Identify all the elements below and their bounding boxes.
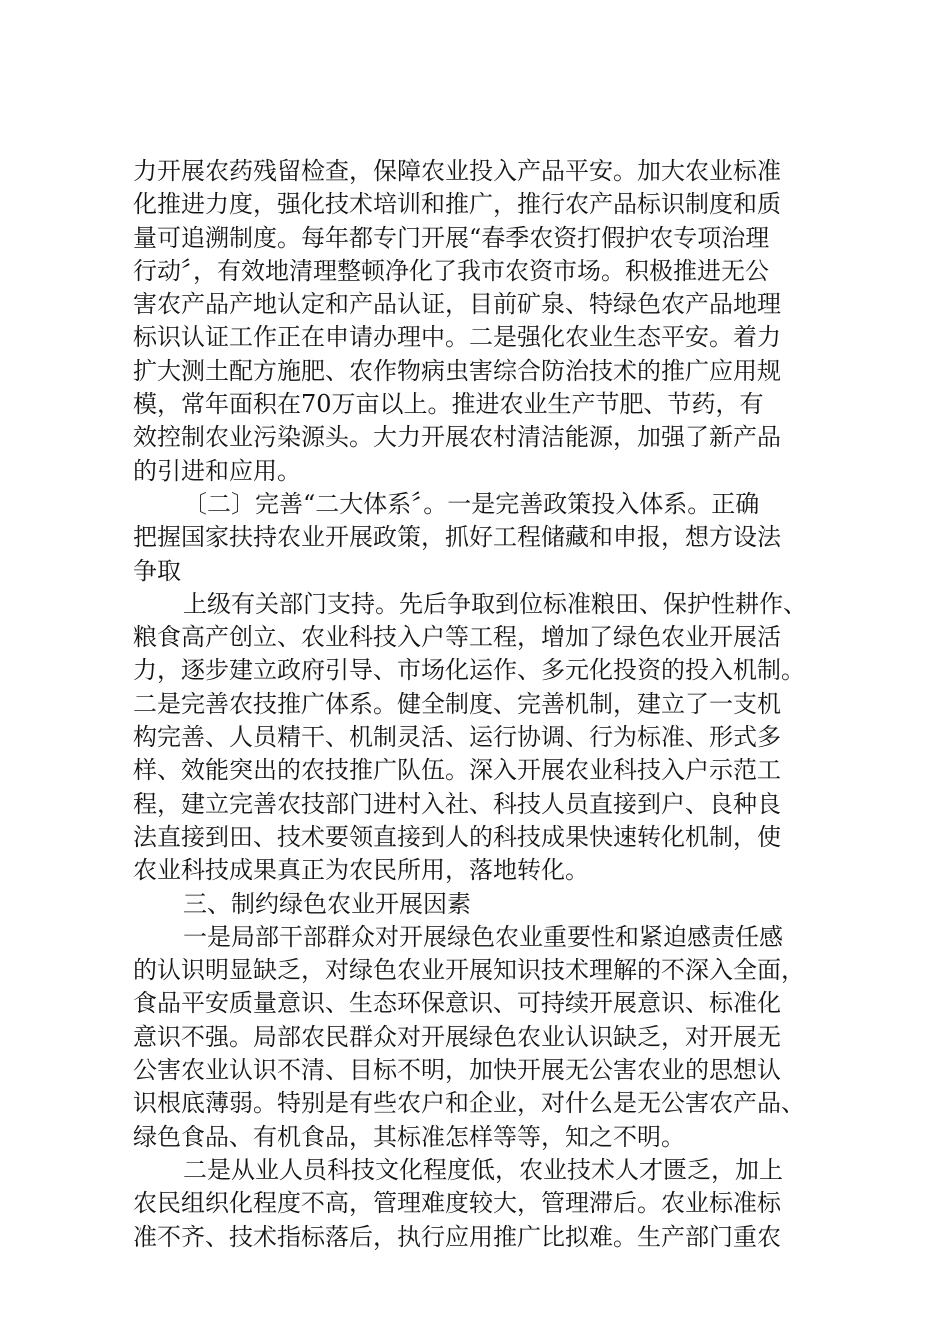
text-line: 把握国家扶持农业开展政策，抓好工程储藏和申报，想方设法 <box>133 523 781 552</box>
text-line: 粮食高产创立、农业科技入户等工程，增加了绿色农业开展活 <box>133 623 781 652</box>
text-line: 争取 <box>133 556 181 585</box>
paragraph-start-line: 二是从业人员科技文化程度低，农业技术人才匮乏，加上 <box>183 1155 783 1184</box>
text-line: 力，逐步建立政府引导、市场化运作、多元化投资的投入机制。 <box>133 656 805 685</box>
text-line: 构完善、人员精干、机制灵活、运行协调、行为标准、形式多 <box>133 723 781 752</box>
text-line: 准不齐、技术指标落后，执行应用推广比拟难。生产部门重农 <box>133 1222 781 1251</box>
text-line: 绿色食品、有机食品，其标准怎样等等，知之不明。 <box>133 1122 685 1151</box>
text-line: 的引进和应用。 <box>133 456 301 485</box>
document-body <box>133 155 823 1254</box>
text-line: 农民组织化程度不高，管理难度较大，管理滞后。农业标准标 <box>133 1189 781 1218</box>
text-line: 模，常年面积在70万亩以上。推进农业生产节肥、节药，有 <box>133 390 764 419</box>
text-line: 程，建立完善农技部门进村入社、科技人员直接到户、良种良 <box>133 789 781 818</box>
text-line: 害农产品产地认定和产品认证，目前矿泉、特绿色农产品地理 <box>133 290 781 319</box>
text-line: 扩大测土配方施肥、农作物病虫害综合防治技术的推广应用规 <box>133 356 781 385</box>
text-line: 化推进力度，强化技术培训和推广，推行农产品标识制度和质 <box>133 190 781 219</box>
text-line: 二是完善农技推广体系。健全制度、完善机制，建立了一支机 <box>133 689 781 718</box>
paragraph-start-line: 上级有关部门支持。先后争取到位标准粮田、保护性耕作、 <box>183 589 807 618</box>
text-line: 标识认证工作正在申请办理中。二是强化农业生态平安。着力 <box>133 323 781 352</box>
text-line: 法直接到田、技术要领直接到人的科技成果快速转化机制，使 <box>133 822 781 851</box>
text-line: 公害农业认识不清、目标不明，加快开展无公害农业的思想认 <box>133 1056 781 1085</box>
paragraph-start-line: 一是局部干部群众对开展绿色农业重要性和紧迫感责任感 <box>183 922 783 951</box>
text-line: 食品平安质量意识、生态环保意识、可持续开展意识、标准化 <box>133 989 781 1018</box>
text-line: 的认识明显缺乏，对绿色农业开展知识技术理解的不深入全面， <box>133 956 805 985</box>
text-line: 行动〞，有效地清理整顿净化了我市农资市场。积极推进无公 <box>133 256 769 285</box>
text-line: 力开展农药残留检查，保障农业投入产品平安。加大农业标准 <box>133 157 781 185</box>
text-line: 意识不强。局部农民群众对开展绿色农业认识缺乏，对开展无 <box>133 1022 781 1051</box>
section-heading-line: 〔二〕完善“二大体系〞。一是完善政策投入体系。正确 <box>183 489 760 518</box>
section-heading-line: 三、制约绿色农业开展因素 <box>183 889 471 918</box>
text-line: 样、效能突出的农技推广队伍。深入开展农业科技入户示范工 <box>133 756 781 785</box>
text-line: 农业科技成果真正为农民所用，落地转化。 <box>133 856 589 885</box>
text-line: 量可追溯制度。每年都专门开展“春季农资打假护农专项治理 <box>133 223 770 252</box>
text-line: 识根底薄弱。特别是有些农户和企业，对什么是无公害农产品、 <box>133 1089 805 1118</box>
text-line: 效控制农业污染源头。大力开展农村清洁能源，加强了新产品 <box>133 423 781 452</box>
